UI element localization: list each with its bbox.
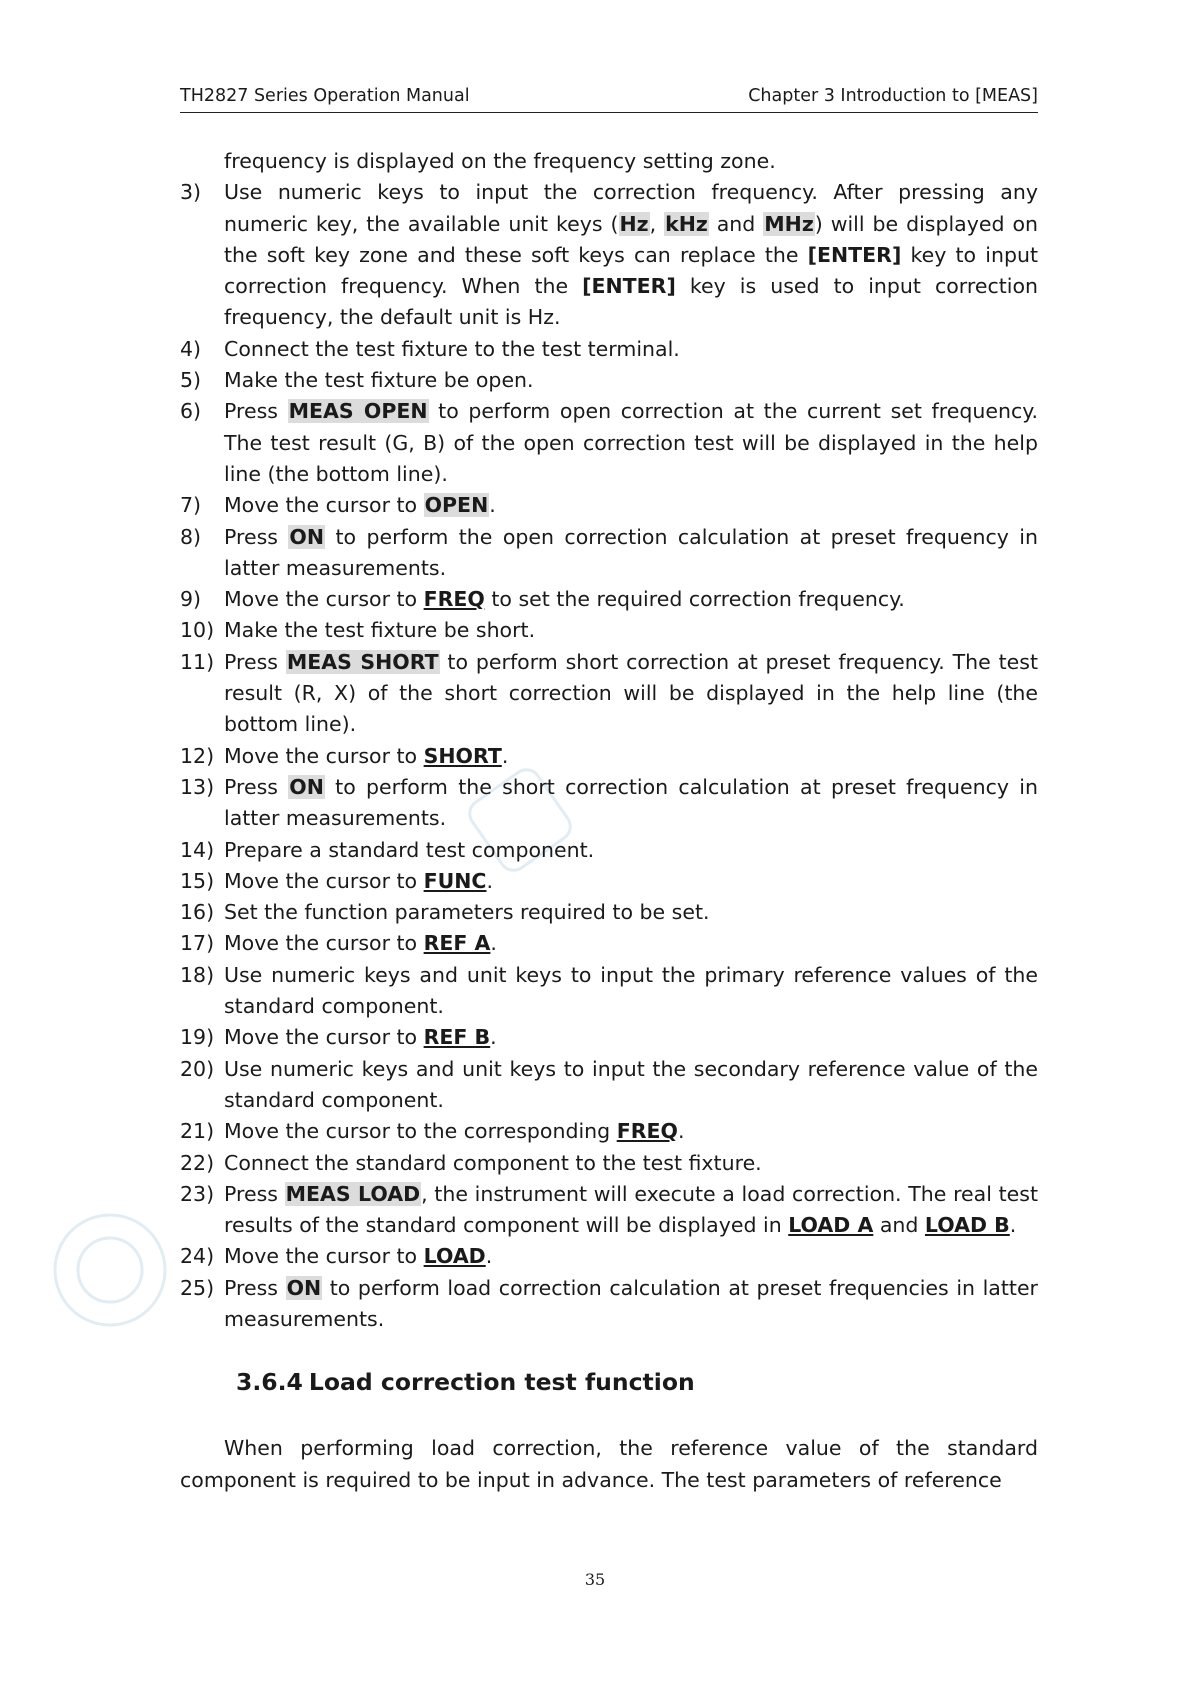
list-item: 19) Move the cursor to REF B. (180, 1025, 497, 1050)
section-heading (180, 1365, 1038, 1399)
key-label: ON (289, 524, 324, 549)
key-label: ON (286, 1275, 322, 1300)
body-paragraph: When performing load correction, the reference value of the standard component is required to be input in advance. The test parameters of reference (180, 1436, 1038, 1492)
key-label: OPEN (424, 493, 489, 518)
list-item: 16) Set the function parameters required to be set. (180, 900, 710, 925)
field-label: FREQ (616, 1119, 678, 1144)
list-item: 11) Press MEAS SHORT to perform short correction at preset frequency. The test result (R, X) of the short correction will be displayed in the help line (the bottom line). (180, 649, 1038, 737)
list-item: 25) Press ON to perform load correction calculation at preset frequencies in latter measurements. (180, 1275, 1038, 1331)
field-label: LOAD B (924, 1213, 1010, 1238)
field-label: LOAD A (788, 1213, 874, 1238)
key-label: MEAS OPEN (288, 399, 428, 424)
field-label: SHORT (423, 743, 502, 768)
page-number: 35 (584, 1570, 606, 1589)
section-number: 3.6.4 (236, 1368, 303, 1397)
list-item: 18) Use numeric keys and unit keys to input the primary reference values of the standard component. (180, 962, 1038, 1019)
list-item-continuation: frequency is displayed on the frequency setting zone. (224, 149, 776, 173)
key-label: MEAS SHORT (286, 649, 439, 674)
list-item: 7) Move the cursor to OPEN. (180, 493, 496, 518)
list-item: 4) Connect the test fixture to the test terminal. (180, 336, 680, 361)
key-label: kHz (665, 211, 708, 236)
list-item: 10) Make the test fixture be short. (180, 618, 536, 643)
list-item: 20) Use numeric keys and unit keys to input the secondary reference value of the standard component. (180, 1056, 1038, 1112)
key-label: MHz (764, 211, 814, 236)
list-item: 24) Move the cursor to LOAD. (180, 1244, 493, 1269)
field-label: FUNC (423, 868, 487, 893)
field-label: REF A (423, 931, 491, 956)
key-label: MEAS LOAD (285, 1181, 421, 1206)
list-item: 23) Press MEAS LOAD, the instrument will execute a load correction. The real test results of the standard component will be displayed in LOAD A and LOAD B. (180, 1181, 1038, 1238)
field-label: REF B (423, 1025, 491, 1050)
header-title: TH2827 Series Operation Manual (180, 86, 470, 106)
list-item: 14) Prepare a standard test component. (180, 837, 595, 862)
list-item: 13) Press ON to perform the short correction calculation at preset frequency in latter measurements. (180, 774, 1038, 831)
list-item: 6) Press MEAS OPEN to perform open correction at the current set frequency. The test result (G, B) of the open correction test will be displayed in the help line (the bottom line). (180, 399, 1038, 486)
key-label: [ENTER] (807, 242, 902, 267)
key-label: ON (289, 774, 324, 799)
page-header (180, 86, 1038, 113)
key-label: [ENTER] (582, 274, 676, 299)
list-item: 9) Move the cursor to FREQ to set the required correction frequency. (180, 587, 905, 612)
watermark-gear-icon (55, 1215, 165, 1325)
section-title: Load correction test function (308, 1368, 695, 1397)
field-label: FREQ (423, 587, 485, 612)
key-label: Hz (619, 211, 649, 236)
list-item: 21) Move the cursor to the corresponding FREQ. (180, 1119, 685, 1144)
field-label: LOAD (423, 1244, 486, 1269)
list-item: 22) Connect the standard component to the test fixture. (180, 1150, 762, 1175)
list-item: 15) Move the cursor to FUNC. (180, 868, 493, 893)
list-item: 17) Move the cursor to REF A. (180, 931, 497, 956)
list-item: 8) Press ON to perform the open correction calculation at preset frequency in latter measurements. (180, 524, 1038, 580)
list-item: 3) Use numeric keys to input the correction frequency. After pressing any numeric key, the available unit keys (Hz, kHz and MHz) will be displayed on the soft key zone and these soft keys can replace the [ENTER] key to input correction frequency. When the [ENTER] key is used to input correction frequency, the default unit is Hz. (180, 180, 1038, 330)
page-content (180, 146, 1038, 1496)
list-item: 12) Move the cursor to SHORT. (180, 743, 509, 768)
list-item: 5) Make the test fixture be open. (180, 368, 534, 393)
header-chapter: Chapter 3 Introduction to [MEAS] (748, 86, 1038, 106)
